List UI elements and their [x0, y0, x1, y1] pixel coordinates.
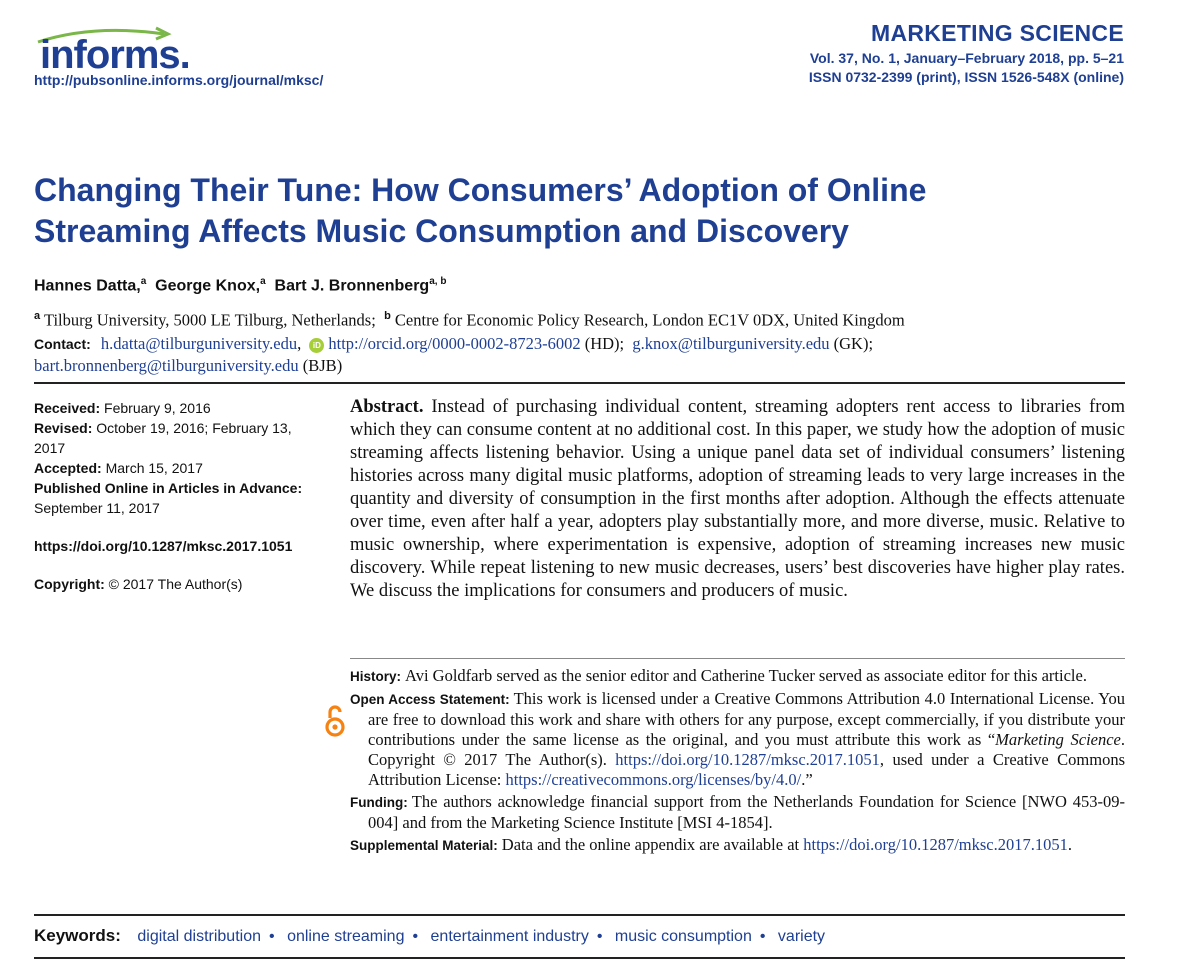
keyword-item[interactable]: online streaming	[287, 928, 405, 945]
abstract-label: Abstract.	[350, 397, 424, 417]
funding-note	[350, 792, 1125, 833]
published-row	[34, 478, 324, 518]
copyright-label: Copyright:	[34, 576, 105, 592]
orcid-icon: iD	[309, 338, 324, 353]
history-note	[350, 666, 1125, 687]
orcid-suffix: (HD);	[580, 334, 625, 353]
author-name: George Knox,	[155, 277, 261, 295]
history-text: Avi Goldfarb served as the senior editor and Catherine Tucker served as associate editor for this article.	[405, 666, 1087, 685]
received-label: Received:	[34, 400, 101, 416]
accepted-date: March 15, 2017	[105, 460, 203, 476]
author-name: Hannes Datta,	[34, 277, 141, 295]
accepted-row	[34, 458, 324, 478]
divider-abstract	[350, 658, 1125, 659]
journal-info	[809, 20, 1124, 85]
oa-text-1: This work is licensed under a Creative Commons Attribution 4.0 International License. You are free to download this work and share with others for any purpose, except commercially, if you distribute your contributions under the same license as the original, and you must attribute this work as “	[368, 689, 1125, 749]
keyword-separator: •	[269, 928, 275, 945]
email-link-datta[interactable]: h.datta@tilburguniversity.edu	[100, 334, 298, 353]
open-access-label: Open Access Statement:	[350, 692, 510, 707]
email-link-knox[interactable]: g.knox@tilburguniversity.edu	[632, 334, 830, 353]
email-link-bronnenberg[interactable]: bart.bronnenberg@tilburguniversity.edu	[34, 356, 299, 375]
affil-text: Centre for Economic Policy Research, London EC1V 0DX, United Kingdom	[394, 310, 905, 330]
informs-logo	[34, 24, 209, 74]
journal-issn: ISSN 0732-2399 (print), ISSN 1526-548X (online)	[808, 69, 1124, 85]
accepted-label: Accepted:	[34, 460, 102, 476]
open-access-icon	[324, 704, 346, 738]
oa-text-2: . Copyright © 2017 The Author(s).	[368, 730, 1125, 769]
published-date: September 11, 2017	[34, 500, 160, 516]
author-list	[34, 276, 446, 295]
divider-bottom	[34, 957, 1125, 959]
cc-license-link[interactable]: https://creativecommons.org/licenses/by/4.0/	[505, 770, 802, 789]
oa-text-3: , used under a Creative Commons Attribution License:	[368, 750, 1125, 789]
logo-text: informs.	[40, 33, 190, 74]
supplemental-note	[350, 835, 1125, 856]
author-affil-mark: a	[140, 276, 147, 287]
oa-journal-italic: Marketing Science	[995, 730, 1121, 749]
contact-label: Contact:	[34, 336, 91, 352]
copyright-row	[34, 574, 324, 594]
article-title	[34, 170, 1134, 252]
affil-mark: a	[34, 310, 41, 322]
keywords-label: Keywords:	[34, 926, 121, 945]
author-affil-mark: a	[260, 276, 266, 287]
orcid-link[interactable]: http://orcid.org/0000-0002-8723-6002	[328, 334, 581, 353]
revised-row	[34, 418, 324, 458]
email2-suffix: (GK);	[829, 334, 874, 353]
title-line-2: Streaming Affects Music Consumption and Discovery	[34, 213, 849, 249]
supplemental-end: .	[1067, 835, 1072, 854]
abstract-text: Instead of purchasing individual content, streaming adopters rent access to libraries from which they can consume content at no additional cost. In this paper, we study how the adoption of music streaming affects listening behavior. Using a unique panel data set of individual consumers’ listening histories across many digital music platforms, adoption of streaming leads to very large increases in the quantity and diversity of consumption in the first months after adoption. Although the effects attenuate over time, even after half a year, adopters play substantially more, and more diverse, music. Relative to music ownership, where experimentation is expensive, adoption of streaming increases new music discovery. While repeat listening to new music decreases, users’ best discoveries have higher play rates. We discuss the implications for consumers and producers of music.	[350, 397, 1125, 601]
email3-suffix: (BJB)	[298, 356, 343, 375]
author-name: Bart J. Bronnenberg	[274, 277, 430, 295]
article-notes	[350, 666, 1125, 858]
article-history-meta	[34, 398, 324, 594]
keyword-separator: •	[596, 928, 603, 945]
keywords	[34, 926, 825, 946]
received-row	[34, 398, 324, 418]
keyword-item[interactable]: variety	[777, 928, 826, 945]
contact-sep: ,	[297, 334, 302, 353]
journal-name: MARKETING SCIENCE	[870, 20, 1124, 46]
journal-volume: Vol. 37, No. 1, January–February 2018, pp. 5–21	[809, 50, 1124, 66]
keyword-separator: •	[759, 928, 766, 945]
divider-top	[34, 382, 1125, 384]
abstract	[350, 396, 1125, 603]
published-label: Published Online in Articles in Advance:	[34, 480, 303, 496]
keyword-item[interactable]: music consumption	[614, 928, 752, 945]
affil-mark: b	[384, 310, 391, 322]
oa-text-4: .”	[801, 770, 813, 789]
supplemental-label: Supplemental Material:	[350, 838, 498, 853]
oa-doi-link[interactable]: https://doi.org/10.1287/mksc.2017.1051	[615, 750, 880, 769]
funding-text: The authors acknowledge financial support from the Netherlands Foundation for Science [NWO 453-09-004] and from the Marketing Science Institute [MSI 4-1854].	[368, 792, 1125, 832]
affil-text: Tilburg University, 5000 LE Tilburg, Netherlands;	[43, 310, 376, 330]
supplemental-link[interactable]: https://doi.org/10.1287/mksc.2017.1051	[803, 835, 1068, 854]
copyright-text: © 2017 The Author(s)	[108, 576, 243, 592]
journal-url-link[interactable]: http://pubsonline.informs.org/journal/mksc/	[34, 72, 324, 88]
keyword-separator: •	[412, 928, 419, 945]
supplemental-text: Data and the online appendix are available at	[501, 835, 800, 854]
divider-keywords-top	[34, 914, 1125, 916]
keyword-item[interactable]: digital distribution	[137, 928, 261, 945]
history-label: History:	[350, 669, 402, 684]
revised-label: Revised:	[34, 420, 93, 436]
funding-label: Funding:	[350, 795, 408, 810]
affiliations	[34, 310, 905, 331]
contact-info	[34, 333, 1034, 376]
open-access-note	[350, 689, 1125, 790]
revised-date: October 19, 2016; February 13, 2017	[34, 420, 292, 456]
title-line-1: Changing Their Tune: How Consumers’ Adoption of Online	[34, 172, 927, 208]
doi-link[interactable]: https://doi.org/10.1287/mksc.2017.1051	[34, 538, 293, 554]
keyword-item[interactable]: entertainment industry	[430, 928, 589, 945]
received-date: February 9, 2016	[104, 400, 211, 416]
author-affil-mark: a, b	[429, 276, 447, 287]
